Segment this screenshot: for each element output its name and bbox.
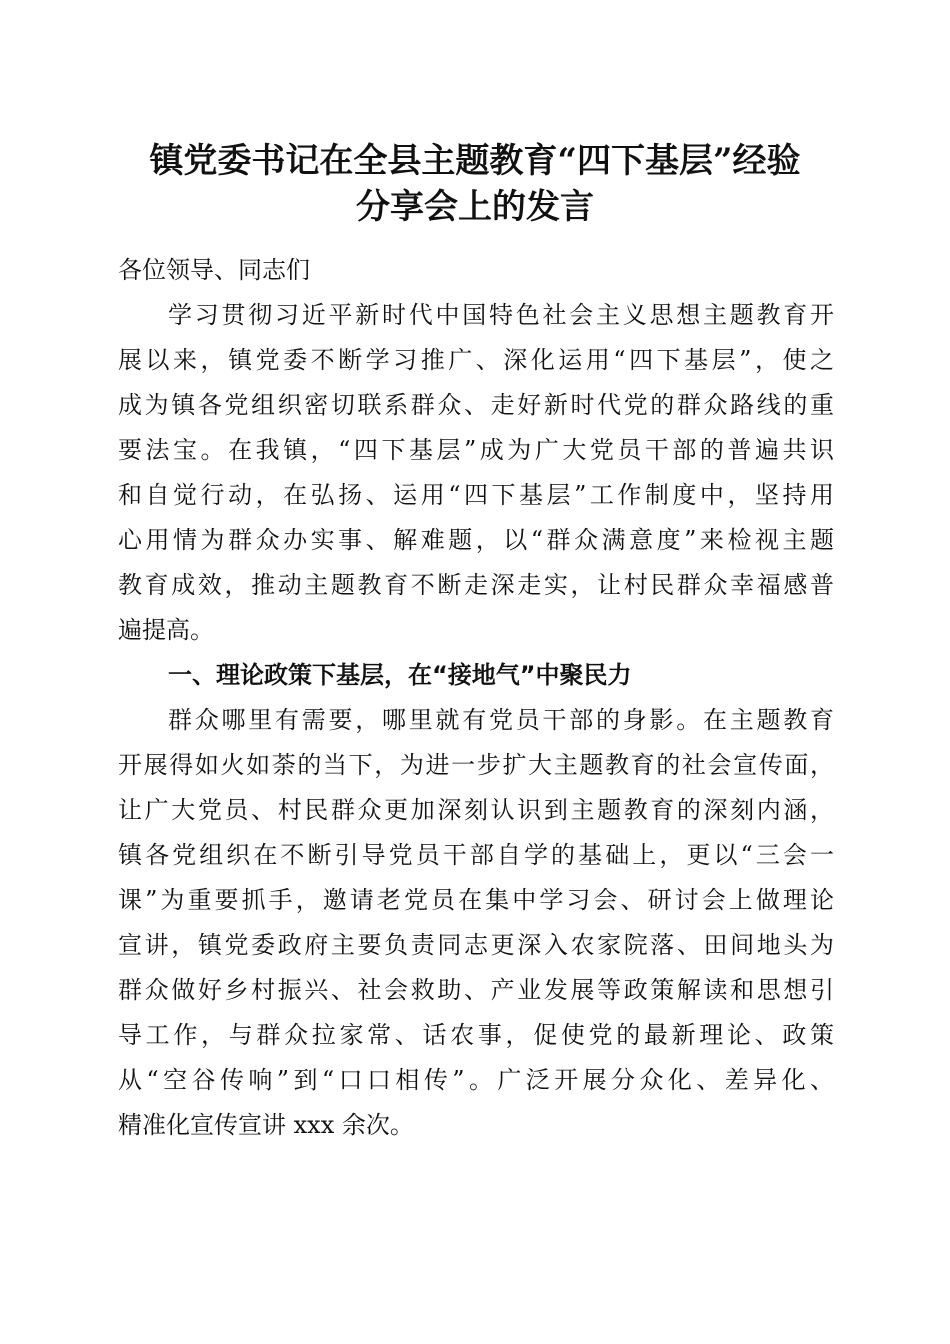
paragraph-line: 镇各党组织在不断引导党员干部自学的基础上，更以“三会一: [118, 841, 834, 869]
document-title-line-1: 镇党委书记在全县主题教育“四下基层”经验: [149, 141, 801, 181]
paragraph-line: 心用情为群众办实事、解难题，以“群众满意度”来检视主题: [118, 526, 834, 554]
salutation: 各位领导、同志们: [118, 256, 310, 284]
paragraph-line: 成为镇各党组织密切联系群众、走好新时代党的群众路线的重: [118, 391, 834, 419]
document-title-line-2: 分享会上的发言: [356, 187, 594, 227]
paragraph-line: 群众做好乡村振兴、社会救助、产业发展等政策解读和思想引: [118, 976, 834, 1004]
paragraph-line: 展以来，镇党委不断学习推广、深化运用“四下基层”，使之: [118, 346, 834, 374]
paragraph-line: 群众哪里有需要，哪里就有党员干部的身影。在主题教育: [168, 706, 834, 734]
paragraph-line: 精准化宣传宣讲 xxx 余次。: [118, 1111, 414, 1139]
paragraph-line: 宣讲，镇党委政府主要负责同志更深入农家院落、田间地头为: [118, 931, 834, 959]
paragraph-line: 和自觉行动，在弘扬、运用“四下基层”工作制度中，坚持用: [118, 481, 834, 509]
paragraph-line: 让广大党员、村民群众更加深刻认识到主题教育的深刻内涵，: [118, 796, 834, 824]
paragraph-line: 开展得如火如荼的当下，为进一步扩大主题教育的社会宣传面，: [118, 751, 834, 779]
paragraph-line: 遍提高。: [118, 616, 214, 644]
paragraph-line: 课”为重要抓手，邀请老党员在集中学习会、研讨会上做理论: [118, 886, 834, 914]
paragraph-line: 学习贯彻习近平新时代中国特色社会主义思想主题教育开: [168, 301, 834, 329]
paragraph-line: 导工作，与群众拉家常、话农事，促使党的最新理论、政策: [118, 1021, 834, 1049]
paragraph-line: 从“空谷传响”到“口口相传”。广泛开展分众化、差异化、: [118, 1066, 834, 1094]
paragraph-line: 要法宝。在我镇，“四下基层”成为广大党员干部的普遍共识: [118, 436, 834, 464]
paragraph-line: 教育成效，推动主题教育不断走深走实，让村民群众幸福感普: [118, 571, 834, 599]
section-heading: 一、理论政策下基层，在“接地气”中聚民力: [168, 661, 632, 689]
